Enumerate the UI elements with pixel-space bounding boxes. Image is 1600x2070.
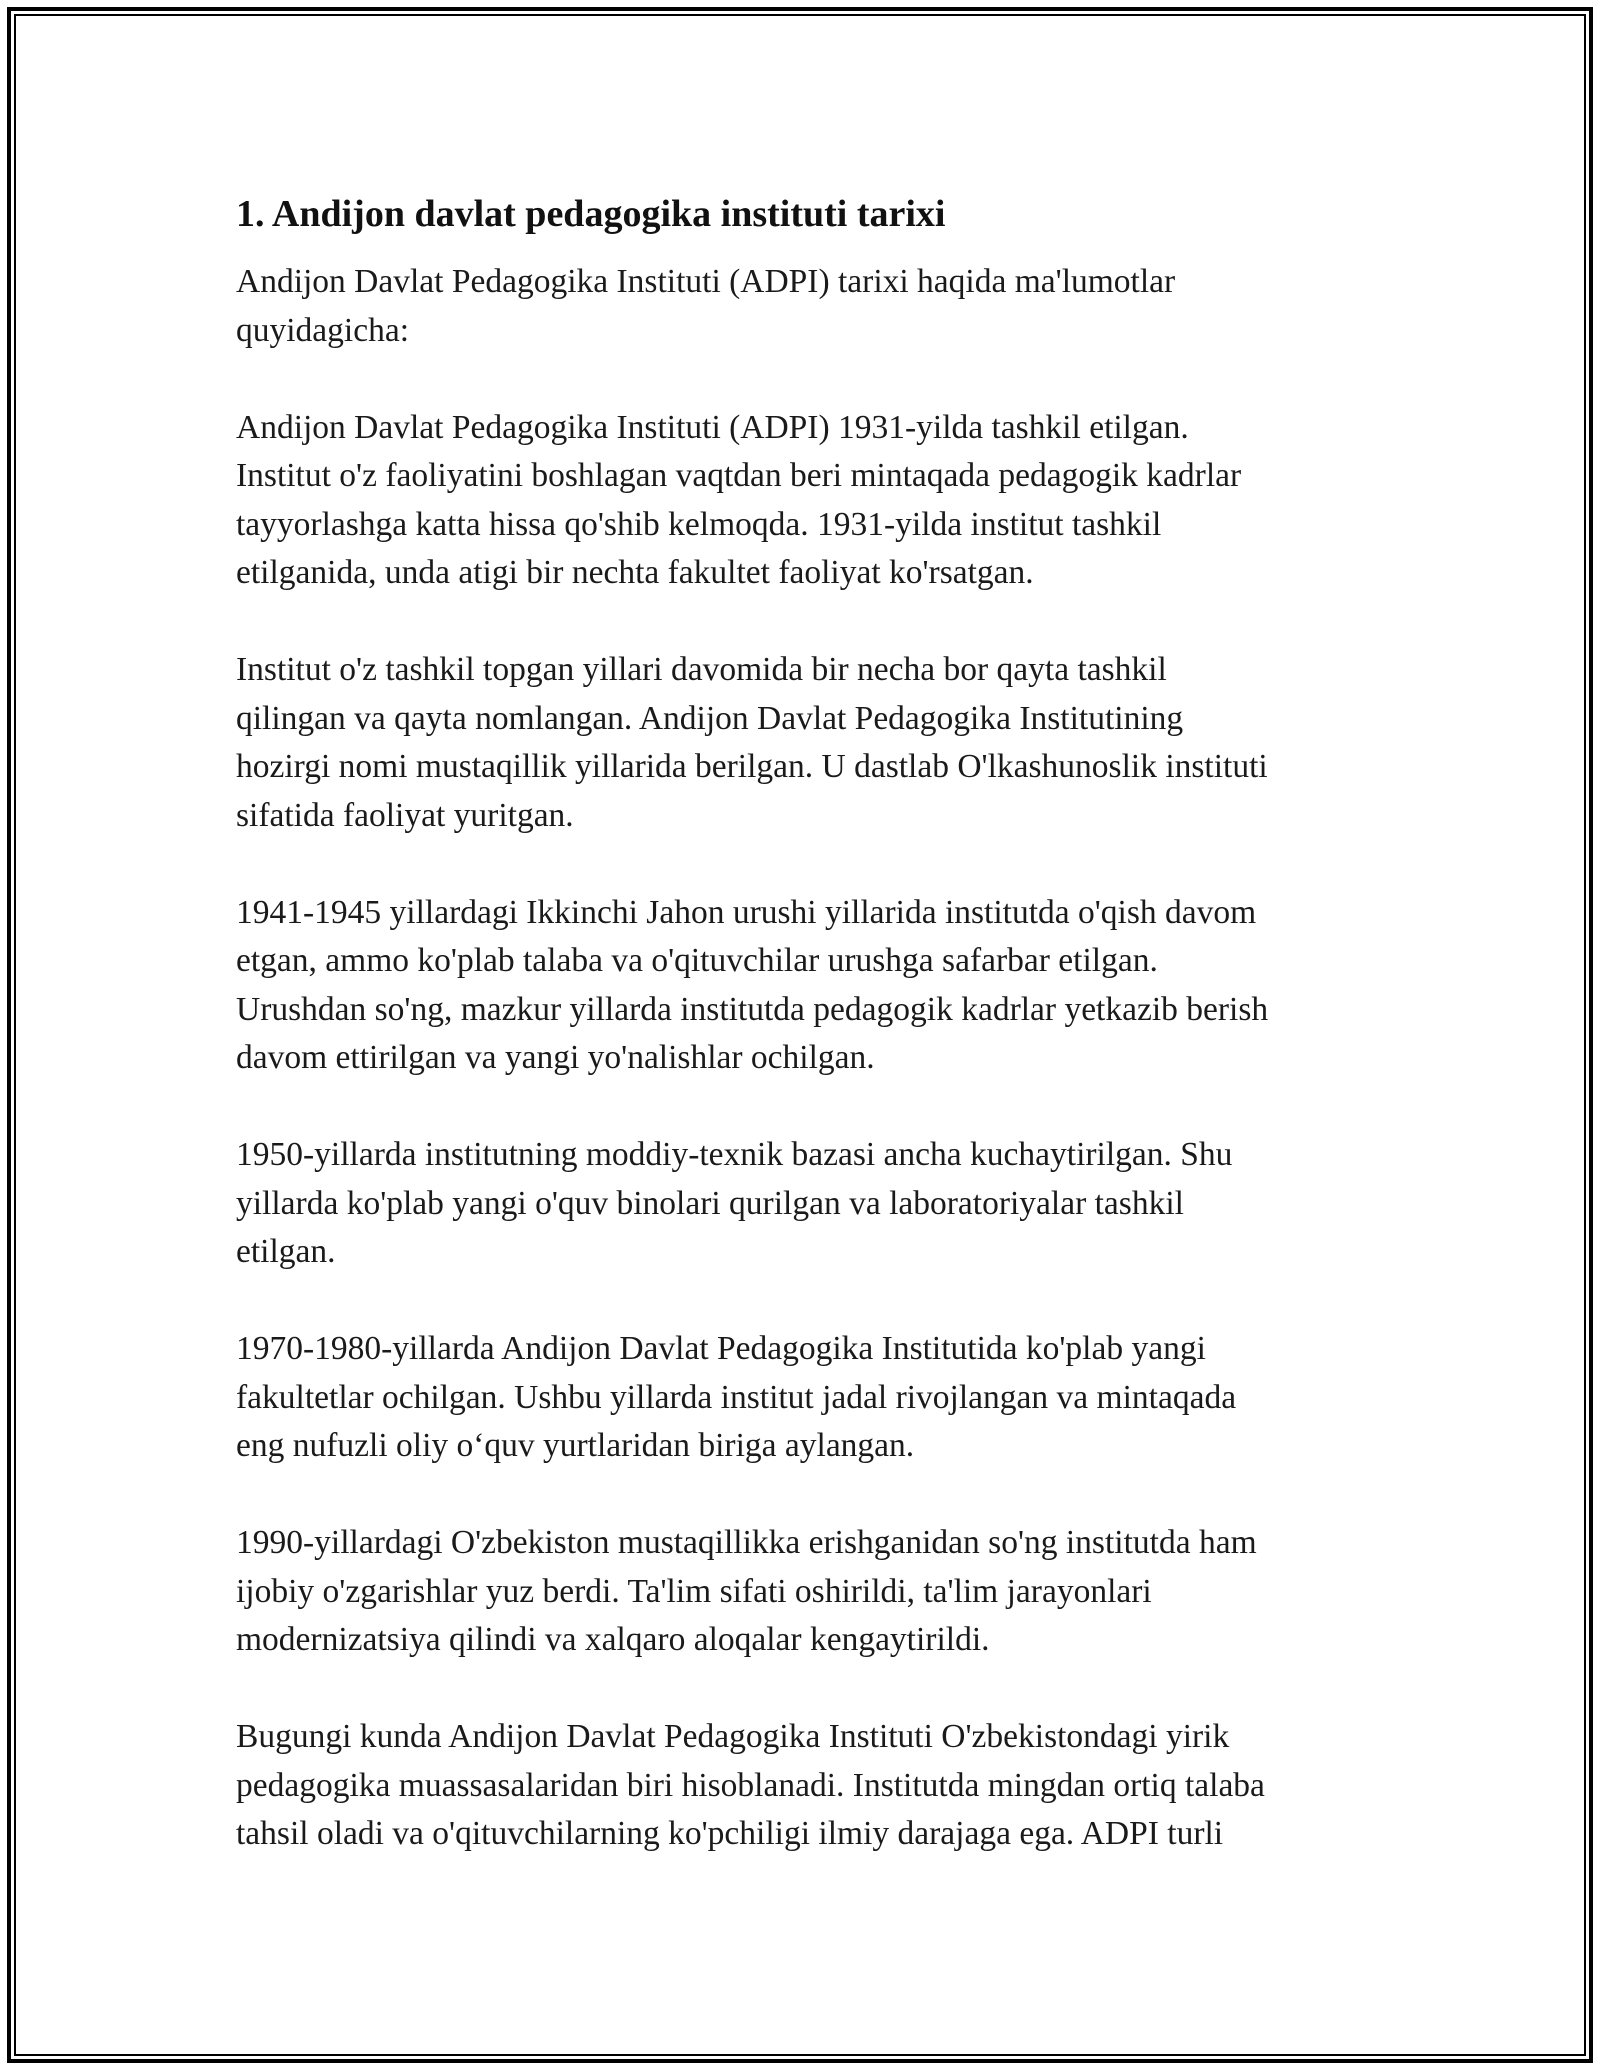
paragraph-war-years — [236, 889, 1376, 1083]
text-line: etilgan. — [236, 1233, 336, 1270]
text-line: 1950-yillarda institutning moddiy-texnik bazasi ancha kuchaytirilgan. Shu — [236, 1136, 1233, 1173]
text-line: modernizatsiya qilindi va xalqaro aloqalar kengaytirildi. — [236, 1621, 990, 1658]
text-line: fakultetlar ochilgan. Ushbu yillarda institut jadal rivojlangan va mintaqada — [236, 1378, 1237, 1416]
text-line: qilingan va qayta nomlangan. Andijon Davlat Pedagogika Institutining — [236, 699, 1184, 737]
text-line: pedagogika muassasalaridan biri hisoblanadi. Institutda mingdan ortiq talaba — [236, 1766, 1265, 1804]
text-line: eng nufuzli oliy o‘quv yurtlaridan biriga aylangan. — [236, 1427, 915, 1464]
text-line: yillarda ko'plab yangi o'quv binolari qurilgan va laboratoriyalar tashkil — [236, 1184, 1184, 1222]
text-line: Institut o'z tashkil topgan yillari davomida bir necha bor qayta tashkil — [236, 651, 1167, 688]
text-line: 1970-1980-yillarda Andijon Davlat Pedagogika Institutida ko'plab yangi — [236, 1330, 1206, 1367]
text-line: 1990-yillardagi O'zbekiston mustaqillikka erishganidan so'ng institutda ham — [236, 1524, 1257, 1561]
text-line: etilganida, unda atigi bir nechta fakultet faoliyat ko'rsatgan. — [236, 554, 1034, 591]
text-line: hozirgi nomi mustaqillik yillarida berilgan. U dastlab O'lkashunoslik instituti — [236, 748, 1268, 785]
text-line: sifatida faoliyat yuritgan. — [236, 796, 574, 834]
text-line: 1941-1945 yillardagi Ikkinchi Jahon urushi yillarida institutda o'qish davom — [236, 893, 1257, 931]
paragraph-today — [236, 1713, 1376, 1859]
section-heading: 1. Andijon davlat pedagogika instituti tarixi — [236, 193, 946, 235]
text-line: etgan, ammo ko'plab talaba va o'qituvchilar urushga safarbar etilgan. — [236, 942, 1158, 979]
text-line: Bugungi kunda Andijon Davlat Pedagogika Instituti O'zbekistondagi yirik — [236, 1718, 1230, 1755]
text-line: quyidagicha: — [236, 311, 410, 349]
document-body — [236, 188, 1376, 1907]
text-line: ijobiy o'zgarishlar yuz berdi. Ta'lim sifati oshirildi, ta'lim jarayonlari — [236, 1572, 1152, 1610]
text-line: davom ettirilgan va yangi yo'nalishlar ochilgan. — [236, 1039, 875, 1076]
text-line: Andijon Davlat Pedagogika Instituti (ADPI) tarixi haqida ma'lumotlar — [236, 263, 1176, 300]
paragraph-renaming — [236, 646, 1376, 840]
paragraph-intro — [236, 258, 1376, 355]
paragraph-founding — [236, 404, 1376, 598]
text-line: Institut o'z faoliyatini boshlagan vaqtdan beri mintaqada pedagogik kadrlar — [236, 457, 1242, 494]
text-line: tayyorlashga katta hissa qo'shib kelmoqda. 1931-yilda institut tashkil — [236, 505, 1162, 543]
text-line: tahsil oladi va o'qituvchilarning ko'pchiligi ilmiy darajaga ega. ADPI turli — [236, 1815, 1224, 1852]
text-line: Urushdan so'ng, mazkur yillarda institutda pedagogik kadrlar yetkazib berish — [236, 990, 1269, 1028]
paragraph-1970s-1980s — [236, 1325, 1376, 1471]
text-line: Andijon Davlat Pedagogika Instituti (ADPI) 1931-yilda tashkil etilgan. — [236, 408, 1189, 446]
paragraph-1950s — [236, 1131, 1376, 1277]
paragraph-1990s — [236, 1519, 1376, 1665]
